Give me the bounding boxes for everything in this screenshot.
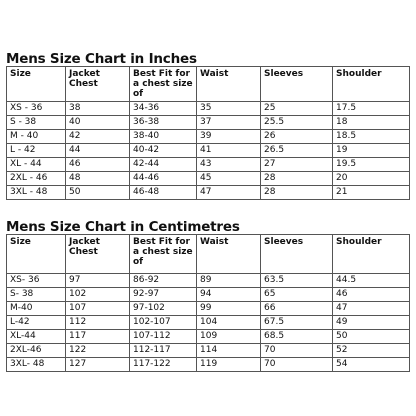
cell-best-fit: 42-44 bbox=[130, 158, 197, 172]
table-row bbox=[7, 102, 410, 116]
header-shoulder: Shoulder bbox=[333, 235, 410, 274]
cell-size: 2XL-46 bbox=[7, 344, 66, 358]
cell-best-fit: 86-92 bbox=[130, 274, 197, 288]
cell-shoulder: 21 bbox=[333, 186, 410, 200]
header-jacket-chest: Jacket Chest bbox=[66, 235, 130, 274]
cell-best-fit: 117-122 bbox=[130, 358, 197, 372]
header-shoulder: Shoulder bbox=[333, 67, 410, 102]
cell-waist: 45 bbox=[197, 172, 261, 186]
cell-sleeves: 28 bbox=[261, 186, 333, 200]
cell-sleeves: 25.5 bbox=[261, 116, 333, 130]
cell-best-fit: 102-107 bbox=[130, 316, 197, 330]
table-row bbox=[7, 316, 410, 330]
cell-size: S - 38 bbox=[7, 116, 66, 130]
cell-shoulder: 46 bbox=[333, 288, 410, 302]
header-size: Size bbox=[7, 235, 66, 274]
cell-sleeves: 25 bbox=[261, 102, 333, 116]
cell-sleeves: 63.5 bbox=[261, 274, 333, 288]
cell-best-fit: 97-102 bbox=[130, 302, 197, 316]
cell-waist: 94 bbox=[197, 288, 261, 302]
table-row bbox=[7, 274, 410, 288]
header-waist: Waist bbox=[197, 235, 261, 274]
cell-jacket-chest: 112 bbox=[66, 316, 130, 330]
cell-waist: 43 bbox=[197, 158, 261, 172]
cell-sleeves: 70 bbox=[261, 344, 333, 358]
table-row bbox=[7, 344, 410, 358]
cell-best-fit: 107-112 bbox=[130, 330, 197, 344]
cell-sleeves: 26 bbox=[261, 130, 333, 144]
cell-jacket-chest: 50 bbox=[66, 186, 130, 200]
header-sleeves: Sleeves bbox=[261, 235, 333, 274]
cell-jacket-chest: 46 bbox=[66, 158, 130, 172]
cell-waist: 47 bbox=[197, 186, 261, 200]
centimetres-size-table bbox=[6, 234, 410, 372]
cell-jacket-chest: 38 bbox=[66, 102, 130, 116]
table-row bbox=[7, 358, 410, 372]
cell-shoulder: 49 bbox=[333, 316, 410, 330]
cell-best-fit: 38-40 bbox=[130, 130, 197, 144]
cell-jacket-chest: 97 bbox=[66, 274, 130, 288]
cell-jacket-chest: 48 bbox=[66, 172, 130, 186]
cell-size: S- 38 bbox=[7, 288, 66, 302]
inches-chart-title: Mens Size Chart in Inches bbox=[6, 51, 197, 67]
cell-best-fit: 40-42 bbox=[130, 144, 197, 158]
table-row bbox=[7, 144, 410, 158]
table-row bbox=[7, 330, 410, 344]
table-row bbox=[7, 186, 410, 200]
cell-jacket-chest: 127 bbox=[66, 358, 130, 372]
cell-shoulder: 20 bbox=[333, 172, 410, 186]
cell-shoulder: 52 bbox=[333, 344, 410, 358]
cell-waist: 37 bbox=[197, 116, 261, 130]
cell-waist: 119 bbox=[197, 358, 261, 372]
cell-waist: 41 bbox=[197, 144, 261, 158]
table-row bbox=[7, 130, 410, 144]
header-sleeves: Sleeves bbox=[261, 67, 333, 102]
header-best-fit: Best Fit for a chest size of bbox=[130, 67, 197, 102]
cell-shoulder: 44.5 bbox=[333, 274, 410, 288]
cell-shoulder: 18.5 bbox=[333, 130, 410, 144]
cell-size: M-40 bbox=[7, 302, 66, 316]
header-waist: Waist bbox=[197, 67, 261, 102]
cell-jacket-chest: 44 bbox=[66, 144, 130, 158]
cell-best-fit: 34-36 bbox=[130, 102, 197, 116]
cell-jacket-chest: 107 bbox=[66, 302, 130, 316]
cell-sleeves: 67.5 bbox=[261, 316, 333, 330]
cell-jacket-chest: 117 bbox=[66, 330, 130, 344]
table-header-row bbox=[7, 67, 410, 102]
cell-sleeves: 26.5 bbox=[261, 144, 333, 158]
cell-size: XL-44 bbox=[7, 330, 66, 344]
cell-shoulder: 47 bbox=[333, 302, 410, 316]
cell-waist: 99 bbox=[197, 302, 261, 316]
table-row bbox=[7, 116, 410, 130]
table-row bbox=[7, 302, 410, 316]
cell-shoulder: 19.5 bbox=[333, 158, 410, 172]
cell-waist: 114 bbox=[197, 344, 261, 358]
header-jacket-chest: Jacket Chest bbox=[66, 67, 130, 102]
inches-size-table bbox=[6, 66, 410, 200]
cell-best-fit: 46-48 bbox=[130, 186, 197, 200]
cell-shoulder: 18 bbox=[333, 116, 410, 130]
cell-sleeves: 28 bbox=[261, 172, 333, 186]
cell-shoulder: 19 bbox=[333, 144, 410, 158]
cell-shoulder: 50 bbox=[333, 330, 410, 344]
cell-waist: 109 bbox=[197, 330, 261, 344]
cell-waist: 39 bbox=[197, 130, 261, 144]
cell-size: XS - 36 bbox=[7, 102, 66, 116]
cell-sleeves: 27 bbox=[261, 158, 333, 172]
cell-sleeves: 66 bbox=[261, 302, 333, 316]
centimetres-chart-title: Mens Size Chart in Centimetres bbox=[6, 219, 240, 235]
cell-shoulder: 17.5 bbox=[333, 102, 410, 116]
cell-sleeves: 70 bbox=[261, 358, 333, 372]
cell-best-fit: 44-46 bbox=[130, 172, 197, 186]
cell-size: XL - 44 bbox=[7, 158, 66, 172]
cell-size: XS- 36 bbox=[7, 274, 66, 288]
cell-shoulder: 54 bbox=[333, 358, 410, 372]
cell-waist: 104 bbox=[197, 316, 261, 330]
cell-sleeves: 65 bbox=[261, 288, 333, 302]
table-row bbox=[7, 288, 410, 302]
cell-jacket-chest: 40 bbox=[66, 116, 130, 130]
table-header-row bbox=[7, 235, 410, 274]
cell-size: 3XL - 48 bbox=[7, 186, 66, 200]
table-row bbox=[7, 172, 410, 186]
cell-size: 3XL- 48 bbox=[7, 358, 66, 372]
cell-sleeves: 68.5 bbox=[261, 330, 333, 344]
cell-waist: 35 bbox=[197, 102, 261, 116]
cell-jacket-chest: 122 bbox=[66, 344, 130, 358]
cell-waist: 89 bbox=[197, 274, 261, 288]
cell-best-fit: 36-38 bbox=[130, 116, 197, 130]
header-size: Size bbox=[7, 67, 66, 102]
cell-size: M - 40 bbox=[7, 130, 66, 144]
cell-jacket-chest: 42 bbox=[66, 130, 130, 144]
header-best-fit: Best Fit for a chest size of bbox=[130, 235, 197, 274]
cell-best-fit: 112-117 bbox=[130, 344, 197, 358]
cell-best-fit: 92-97 bbox=[130, 288, 197, 302]
table-row bbox=[7, 158, 410, 172]
cell-size: L-42 bbox=[7, 316, 66, 330]
cell-jacket-chest: 102 bbox=[66, 288, 130, 302]
cell-size: L - 42 bbox=[7, 144, 66, 158]
cell-size: 2XL - 46 bbox=[7, 172, 66, 186]
